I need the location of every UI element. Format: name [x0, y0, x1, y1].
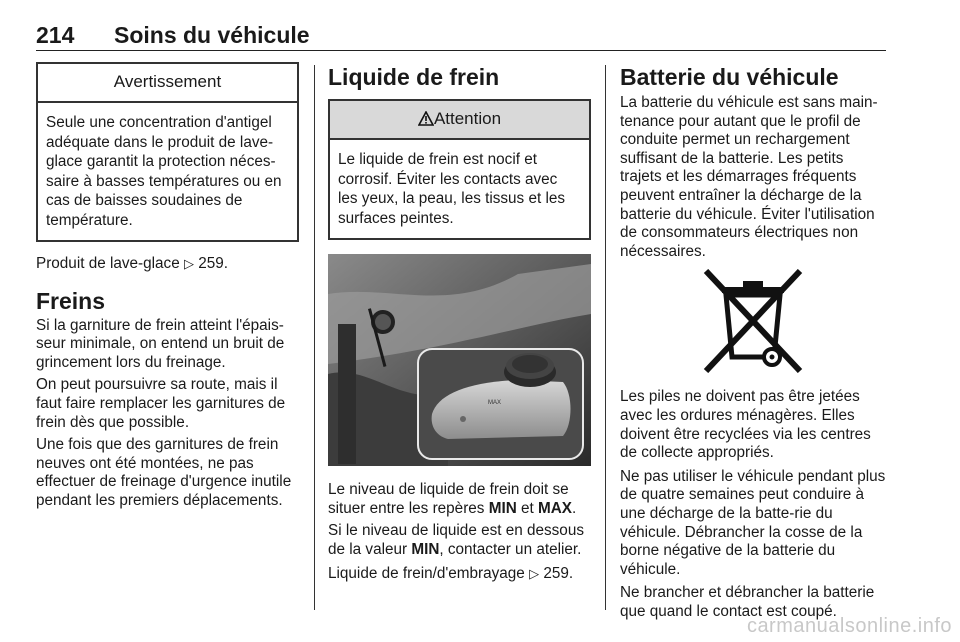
recycle-symbol-container: [620, 269, 886, 374]
column-1: [36, 62, 299, 511]
column-divider: [605, 65, 606, 610]
warning-box: [36, 62, 299, 242]
reference-line: [328, 565, 591, 584]
reference-page[interactable]: 259.: [543, 565, 574, 583]
reference-page[interactable]: 259.: [198, 255, 228, 272]
attention-title: Attention: [433, 109, 502, 128]
column-3: [620, 62, 886, 621]
reservoir-label: MAX: [488, 400, 502, 406]
column-2: [328, 62, 591, 584]
paragraph: Les piles ne doivent pas être jetées avec les ordures ménagères. Elles doivent être recyclées via les centres de collecte appropriés.: [620, 388, 871, 462]
watermark: carmanualsonline.info: [746, 615, 952, 637]
warning-title: Avertissement: [38, 64, 297, 103]
paragraph: Si la garniture de frein atteint l'épais-seur minimale, on entend un bruit de grincement lors du freinage.: [36, 316, 285, 371]
reference-line: [36, 255, 299, 274]
attention-text: Le liquide de frein est nocif et corrosif. Éviter les contacts avec les yeux, la peau, les tissus et les surfaces peintes.: [338, 151, 566, 227]
page-number: 214: [36, 22, 75, 48]
paragraph-levels: Le niveau de liquide de frein doit se situer entre les repères MIN et MAX.: [328, 481, 577, 517]
page-ref-arrow-icon: ▷: [529, 566, 540, 582]
paragraph: Une fois que des garnitures de frein neuves ont été montées, ne pas effectuer de freinage d'urgence inutile pendant les premiers déplacements.: [36, 436, 292, 509]
paragraph-min: Si le niveau de liquide est en dessous de la valeur MIN, contacter un atelier.: [328, 522, 584, 558]
paragraph: Ne pas utiliser le véhicule pendant plus de quatre semaines peut conduire à une décharge de la batte-rie du véhicule. Débrancher la cosse de la borne négative de la batterie du véhicule.: [620, 467, 886, 578]
attention-header: [330, 101, 589, 140]
crossed-bin-icon: [698, 269, 808, 373]
section-heading-liquide-de-frein: Liquide de frein: [328, 64, 500, 90]
page-header: [36, 22, 886, 51]
warning-triangle-icon: [418, 111, 434, 126]
section-heading-batterie: Batterie du véhicule: [620, 64, 839, 90]
column-divider: [314, 65, 315, 610]
paragraph: On peut poursuivre sa route, mais il faut faire remplacer les garnitures de frein dès que possible.: [36, 376, 286, 431]
attention-box: [328, 99, 591, 240]
warning-text: Seule une concentration d'antigel adéquate dans le produit de lave-glace garantit la protection néces-saire à basses températures ou en cas de baisses soudaines de température.: [46, 114, 282, 229]
section-heading-freins: Freins: [36, 287, 106, 314]
paragraph: La batterie du véhicule est sans main-tenance pour autant que le profil de conduite permet un rechargement suffisant de la batterie. Les petits trajets et les démarrages fréquents peuvent entraîner la décharge de la batterie du véhicule. Éviter l'utilisation de consommateurs électriques non nécessaires.: [620, 94, 878, 260]
reference-text: Produit de lave-glace: [36, 255, 180, 272]
paragraph: Ne brancher et débrancher la batterie que quand le contact est coupé.: [620, 584, 875, 620]
reference-text: Liquide de frein/d'embrayage: [328, 565, 525, 583]
page-title: Soins du véhicule: [114, 22, 310, 48]
page-ref-arrow-icon: ▷: [183, 256, 194, 271]
brake-fluid-reservoir-photo: [328, 254, 591, 466]
